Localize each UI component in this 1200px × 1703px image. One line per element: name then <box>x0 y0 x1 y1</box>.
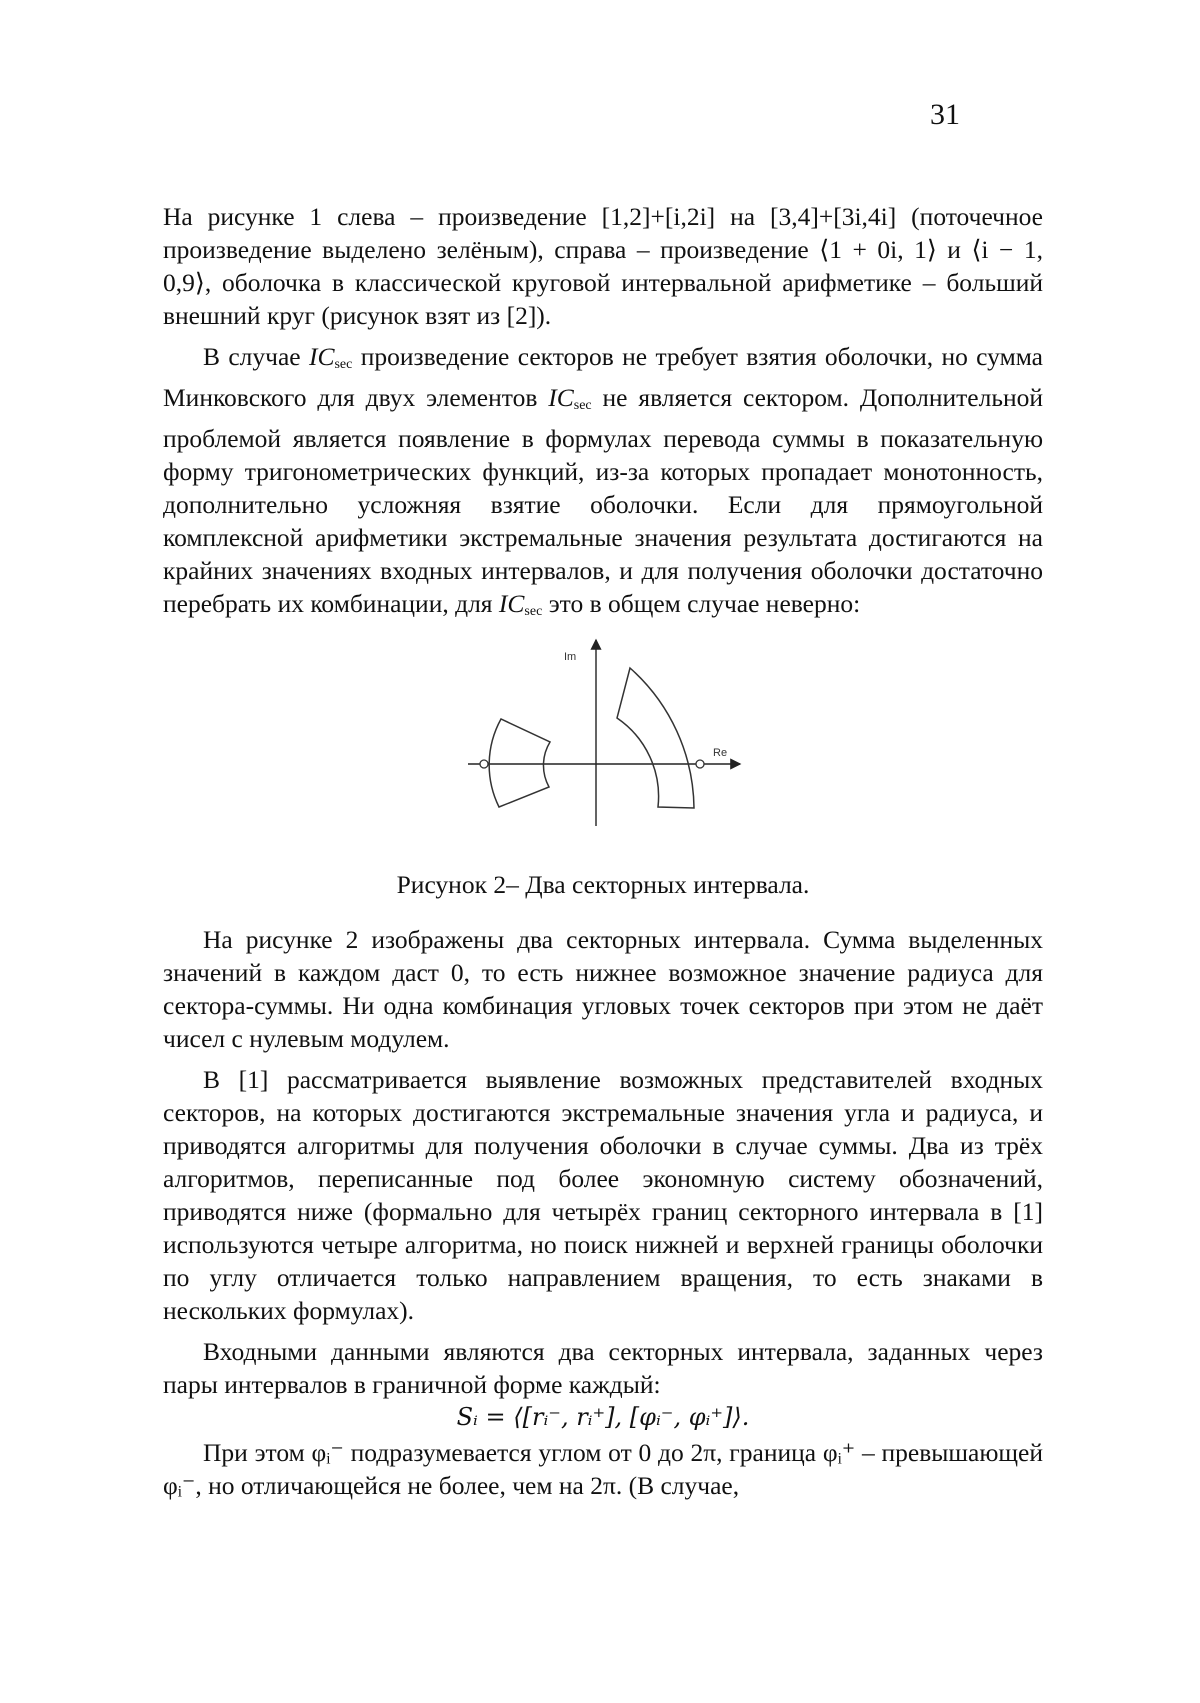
marked-point-left <box>480 760 488 768</box>
paragraph-input-data: Входными данными являются два секторных интервала, заданных через пары интервалов в граничной форме каждый: <box>163 1335 1043 1401</box>
figure-two-sectors <box>163 636 1043 858</box>
right-sector <box>617 668 694 808</box>
page-body <box>163 200 1043 1510</box>
paragraph-sector-sum: В случае ICsec произведение секторов не требует взятия оболочки, но сумма Минковского для двух элементов ICsec не является сектором. Дополнительной проблемой является появление в формулах перевода суммы в показательную форму тригонометрических функций, из-за которых пропадает монотонность, дополнительно усложняя взятие оболочки. Если для прямоугольной комплексной арифметики экстремальные значения результата достигаются на крайних значениях входных интервалов, и для получения оболочки достаточно перебрать их комбинации, для ICsec это в общем случае неверно: <box>163 340 1043 628</box>
page-number: 31 <box>930 98 960 132</box>
formula-sector-definition: Sᵢ = ⟨[rᵢ⁻, rᵢ⁺], [φᵢ⁻, φᵢ⁺]⟩. <box>163 1401 1043 1434</box>
left-sector <box>489 719 550 807</box>
sector-diagram <box>468 636 748 858</box>
paragraph-angle-conditions: При этом φᵢ⁻ подразумевается углом от 0 до 2π, граница φᵢ⁺ – превышающей φᵢ⁻, но отличающейся не более, чем на 2π. (В случае, <box>163 1436 1043 1502</box>
ic-sec-symbol: ICsec <box>548 383 591 412</box>
ic-sec-symbol: ICsec <box>309 342 352 371</box>
paragraph-algorithms: В [1] рассматривается выявление возможных представителей входных секторов, на которых достигаются экстремальные значения угла и радиуса, и приводятся алгоритмы для получения оболочки в случае суммы. Два из трёх алгоритмов, переписанные под более экономную систему обозначений, приводятся ниже (формально для четырёх границ секторного интервала в [1] используются четыре алгоритма, но поиск нижней и верхней границы оболочки по углу отличается только направлением вращения, то есть знаками в нескольких формулах). <box>163 1063 1043 1327</box>
marked-point-right <box>696 760 704 768</box>
axis-label-im: Im <box>564 651 576 663</box>
paragraph-figure2-description: На рисунке 2 изображены два секторных интервала. Сумма выделенных значений в каждом даст 0, то есть нижнее возможное значение радиуса для сектора-суммы. Ни одна комбинация угловых точек секторов при этом не даёт чисел с нулевым модулем. <box>163 923 1043 1055</box>
ic-sec-symbol: ICsec <box>499 589 542 618</box>
paragraph-figure1-description: На рисунке 1 слева – произведение [1,2]+[i,2i] на [3,4]+[3i,4i] (поточечное произведение выделено зелёным), справа – произведение ⟨1 + 0i, 1⟩ и ⟨i − 1, 0,9⟩, оболочка в классической круговой интервальной арифметике – больший внешний круг (рисунок взят из [2]). <box>163 200 1043 332</box>
axis-label-re: Re <box>713 747 727 759</box>
figure-caption: Рисунок 2– Два секторных интервала. <box>163 868 1043 901</box>
